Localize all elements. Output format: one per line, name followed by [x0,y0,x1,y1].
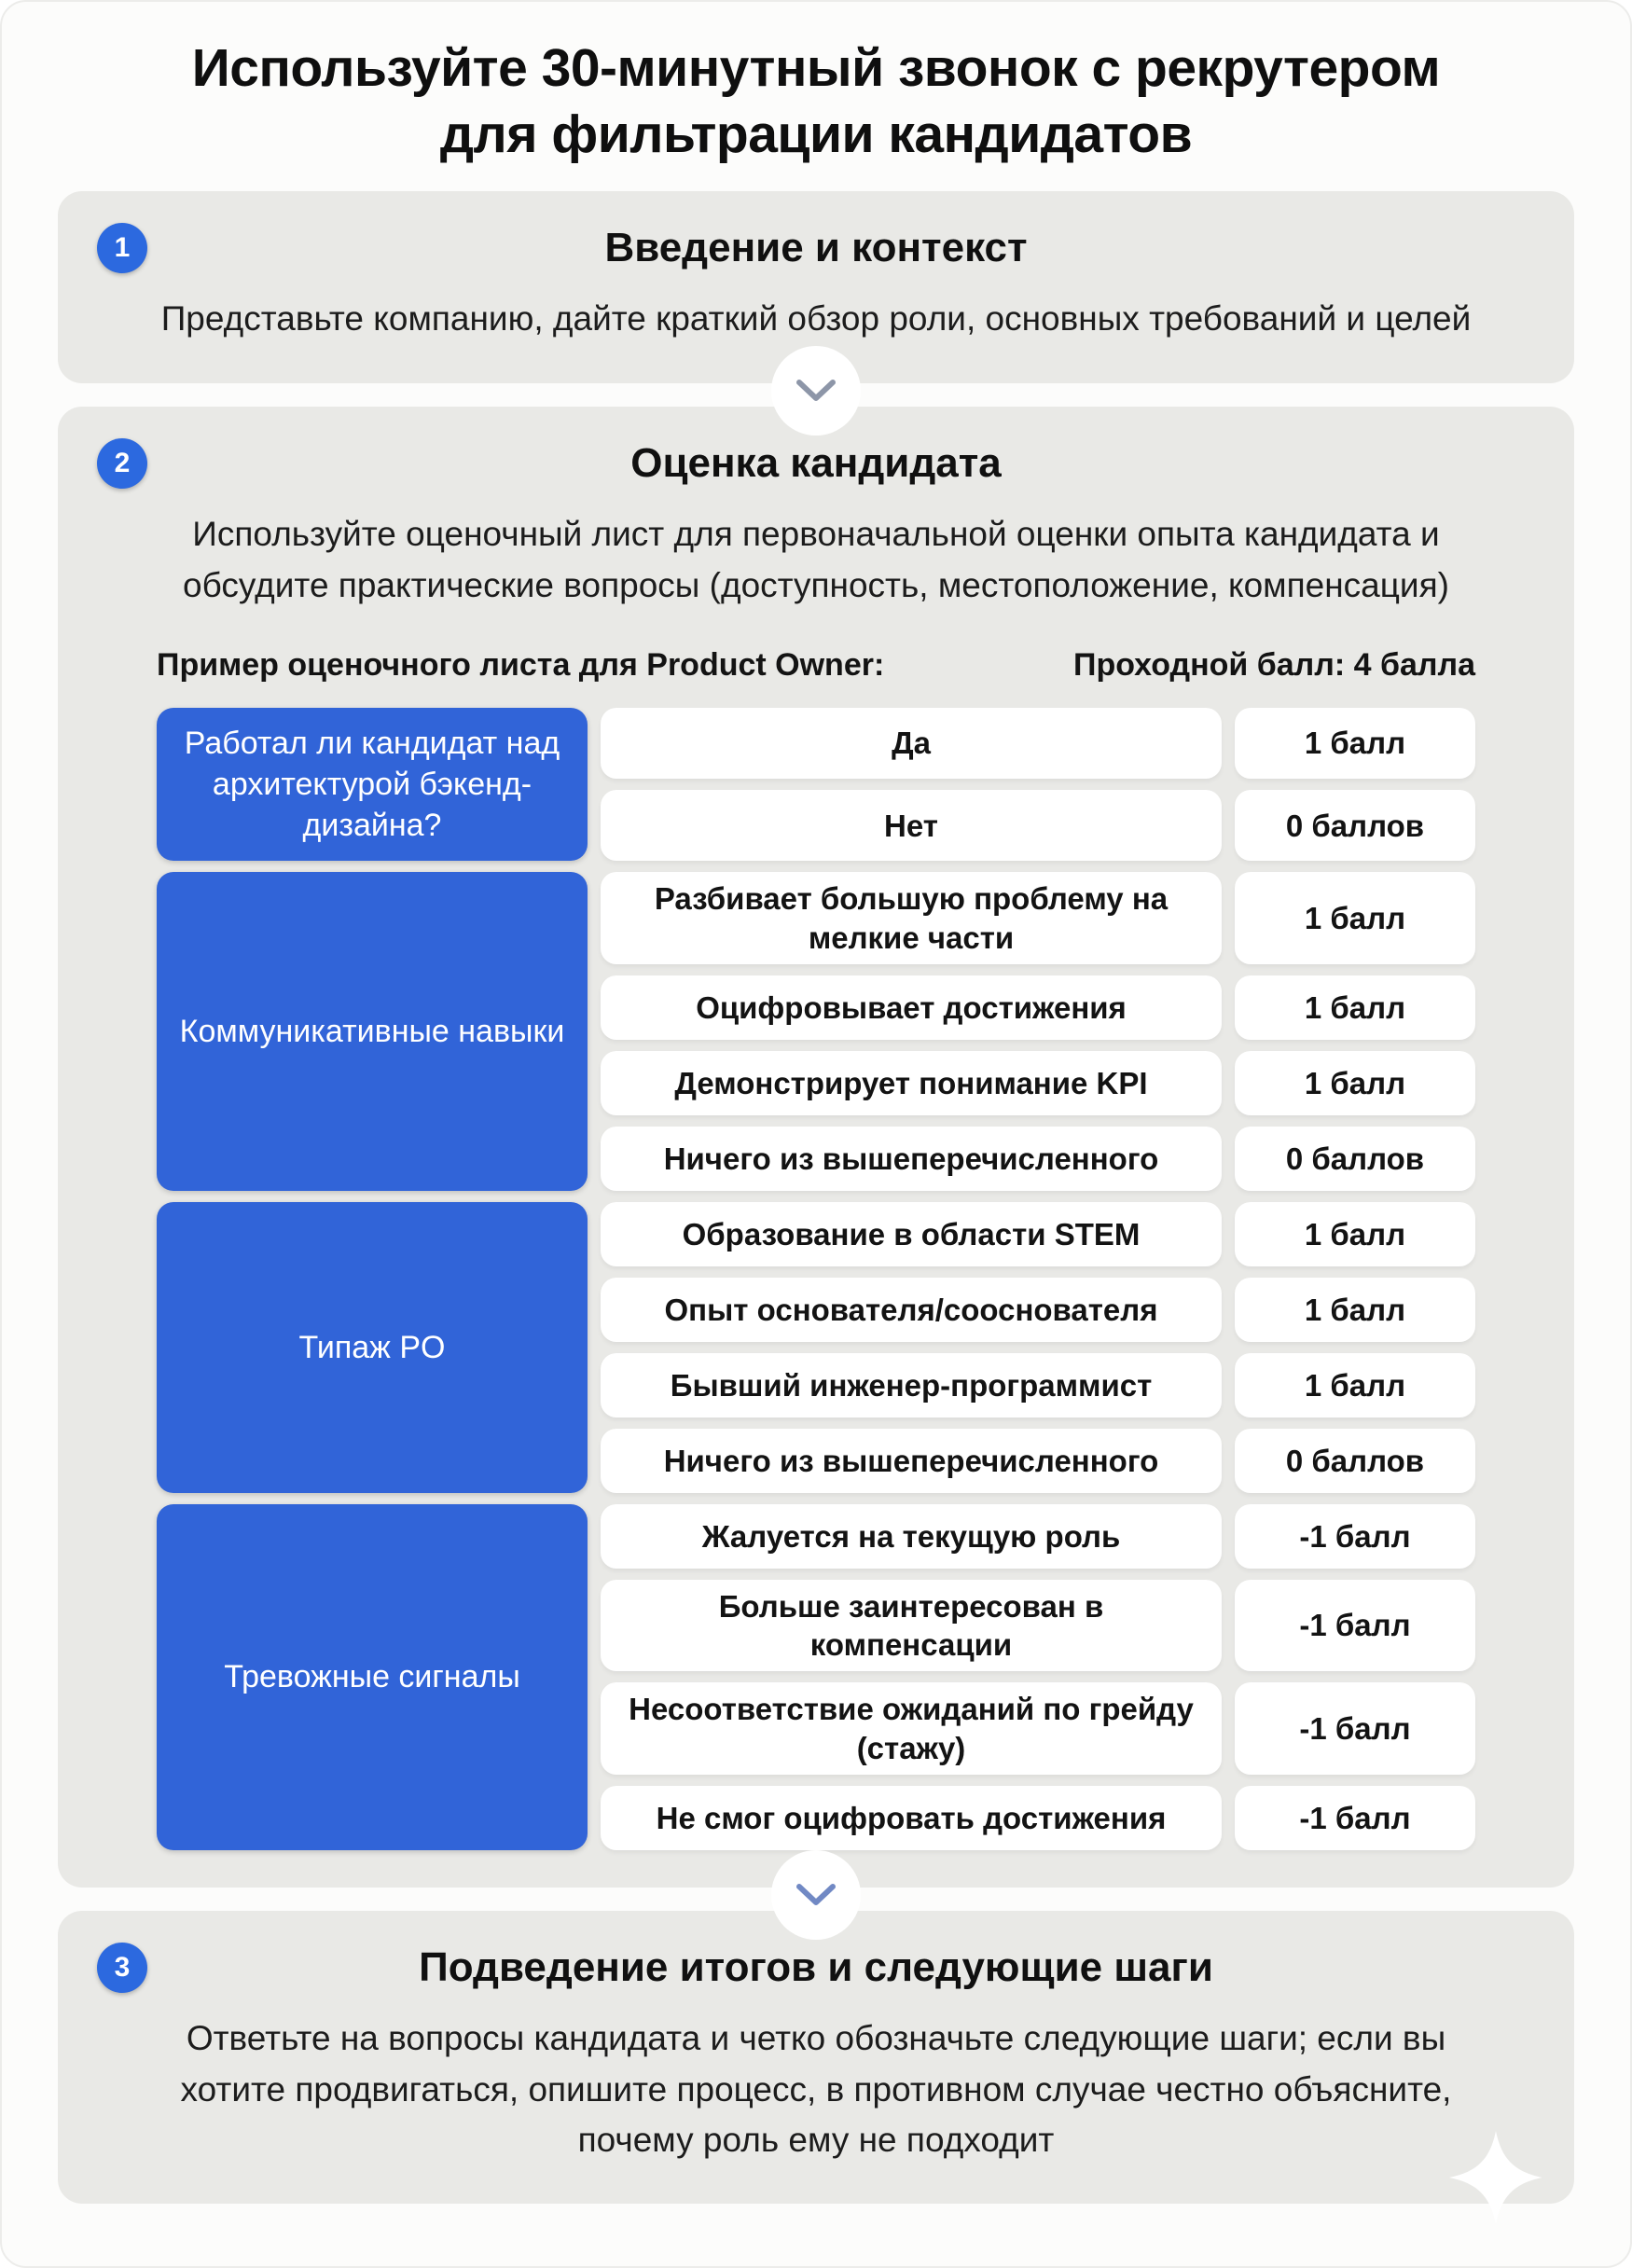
criterion-cell: Нет [601,790,1222,861]
criterion-cell: Демонстрирует понимание KPI [601,1051,1222,1115]
section-summary-title: Подведение итогов и следующие шаги [419,1943,1213,1990]
score-row [601,1278,1475,1342]
step-1-number: 1 [114,231,131,263]
score-rows [601,1504,1475,1850]
criterion-cell: Образование в области STEM [601,1202,1222,1266]
criterion-cell: Да [601,708,1222,779]
score-group-communication-skills [157,872,1475,1191]
score-cell: 1 балл [1235,1202,1475,1266]
score-cell: -1 балл [1235,1504,1475,1569]
category-label: Коммуникативные навыки [157,872,588,1191]
score-row [601,1202,1475,1266]
criterion-cell: Оцифровывает достижения [601,975,1222,1040]
score-cell: 0 баллов [1235,1429,1475,1493]
score-cell: 1 балл [1235,1353,1475,1418]
score-cell: -1 балл [1235,1682,1475,1775]
section-evaluation-body: Используйте оценочный лист для первоначальной оценки опыта кандидата и обсудите практические вопросы (доступность, местоположение, компенсация) [183,515,1449,604]
section-evaluation [58,407,1574,1888]
score-row [601,1353,1475,1418]
step-1-badge [97,223,147,273]
score-rows [601,1202,1475,1493]
score-group-po-archetype [157,1202,1475,1493]
score-row [601,1682,1475,1775]
score-row [601,1786,1475,1850]
chevron-down-icon [795,1882,837,1908]
criterion-cell: Жалуется на текущую роль [601,1504,1222,1569]
score-rows [601,872,1475,1191]
score-row [601,1051,1475,1115]
score-row [601,872,1475,964]
score-row [601,1504,1475,1569]
category-label: Тревожные сигналы [157,1504,588,1850]
category-label: Работал ли кандидат над архитектурой бэкенд-дизайна? [157,708,588,862]
score-cell: 0 баллов [1235,790,1475,861]
criterion-cell: Ничего из вышеперечисленного [601,1429,1222,1493]
step-3-badge [97,1943,147,1993]
criterion-cell: Несоответствие ожиданий по грейду (стажу) [601,1682,1222,1775]
sheet-header [157,647,1475,684]
category-label: Типаж PO [157,1202,588,1493]
chevron-down-icon [795,378,837,404]
score-cell: 0 баллов [1235,1127,1475,1191]
score-group-backend-architecture [157,708,1475,862]
score-row [601,975,1475,1040]
score-row [601,708,1475,779]
section-evaluation-title: Оценка кандидата [630,440,1002,487]
sparkle-icon [1449,2131,1542,2224]
page-title: Используйте 30-минутный звонок с рекрутером для фильтрации кандидатов [191,38,1441,165]
scorecard [157,708,1475,1850]
passing-score-label: Проходной балл: 4 балла [1073,646,1475,683]
step-3-number: 3 [114,1951,131,1983]
section-intro-body: Представьте компанию, дайте краткий обзор роли, основных требований и целей [160,298,1472,338]
score-cell: 1 балл [1235,1278,1475,1342]
score-cell: -1 балл [1235,1580,1475,1672]
score-row [601,1580,1475,1672]
criterion-cell: Бывший инженер-программист [601,1353,1222,1418]
score-row [601,1429,1475,1493]
score-group-red-flags [157,1504,1475,1850]
score-cell: 1 балл [1235,1051,1475,1115]
section-summary-body: Ответьте на вопросы кандидата и четко обозначьте следующие шаги; если вы хотите продвигаться, опишите процесс, в противном случае честно объясните, почему роль ему не подходит [180,2018,1452,2160]
score-rows [601,708,1475,862]
criterion-cell: Не смог оцифровать достижения [601,1786,1222,1850]
section-intro-title: Введение и контекст [604,224,1028,270]
criterion-cell: Больше заинтересован в компенсации [601,1580,1222,1672]
step-connector-1 [771,346,861,436]
score-cell: -1 балл [1235,1786,1475,1850]
criterion-cell: Ничего из вышеперечисленного [601,1127,1222,1191]
score-row [601,1127,1475,1191]
score-row [601,790,1475,861]
step-2-badge [97,438,147,489]
score-cell: 1 балл [1235,708,1475,779]
score-cell: 1 балл [1235,975,1475,1040]
criterion-cell: Разбивает большую проблему на мелкие части [601,872,1222,964]
section-summary [58,1911,1574,2204]
step-connector-2 [771,1850,861,1940]
sheet-example-label: Пример оценочного листа для Product Owner: [157,646,885,683]
criterion-cell: Опыт основателя/сооснователя [601,1278,1222,1342]
step-2-number: 2 [114,448,131,479]
score-cell: 1 балл [1235,872,1475,964]
